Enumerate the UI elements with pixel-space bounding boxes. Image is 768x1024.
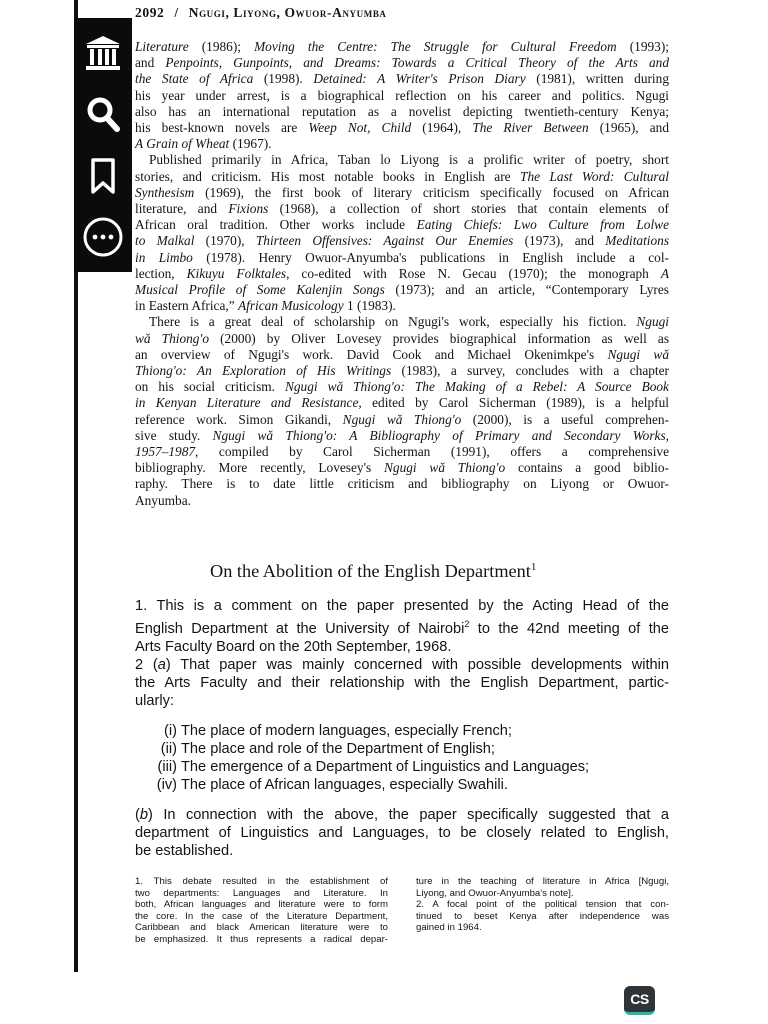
essay-paragraph-2b	[135, 806, 669, 860]
text-line: in Limbo (1978). Henry Owuor-Anyumba's publications in English include a col-	[135, 249, 669, 265]
text-line: A Grain of Wheat (1967).	[135, 136, 272, 152]
text-line: and Penpoints, Gunpoints, and Dreams: Towards a Critical Theory of the Arts and	[135, 55, 670, 71]
bookmark-icon	[83, 156, 123, 196]
library-icon	[83, 33, 123, 73]
camscanner-badge[interactable]	[624, 986, 655, 1015]
library-button[interactable]	[80, 30, 126, 76]
list-item	[135, 758, 669, 776]
text-line: raphy. There is to date little criticism and bibliography on Liyong or Owuor-	[135, 476, 669, 492]
essay-paragraph-2a	[135, 656, 669, 710]
footnote-line: two departments: Languages and Literature. In	[135, 887, 388, 899]
footnotes-right-column	[416, 876, 669, 945]
text-line: the Arts Faculty and their relationship with the English Department, partic-	[135, 675, 669, 691]
list-item	[135, 740, 669, 758]
running-head-separator: /	[174, 5, 179, 20]
list-item-text: The place and role of the Department of English;	[181, 741, 495, 757]
essay-title	[210, 561, 536, 582]
list-item-text: The place of African languages, especially Swahili.	[181, 777, 508, 793]
text-line: Anyumba.	[135, 492, 191, 508]
essay-paragraph-1	[135, 597, 669, 656]
text-line: his best-known novels are Weep Not, Child (1964), The River Between (1965), and	[135, 120, 669, 136]
intro-body-text	[135, 39, 669, 509]
search-button[interactable]	[80, 91, 126, 137]
text-line: 2 (a) That paper was mainly concerned with possible developments within	[135, 657, 670, 673]
text-line: to Malkal (1970), Thirteen Offensives: Against Our Enemies (1973), and Meditations	[135, 233, 670, 249]
text-line: 1. This is a comment on the paper presented by the Acting Head of the	[135, 598, 669, 614]
footnote-line: 1. This debate resulted in the establishment of	[135, 876, 388, 887]
text-line: literature, and Fixions (1968), a collection of short stories that contain elements of	[135, 201, 669, 217]
essay-list	[135, 722, 669, 794]
text-line: department of Linguistics and Languages, to be closely related to English,	[135, 825, 669, 841]
text-line: stories, and criticism. His most notable books in English are The Last Word: Cultural	[135, 168, 669, 184]
text-line: the State of Africa (1998). Detained: A Writer's Prison Diary (1981), written during	[135, 71, 669, 87]
page-number: 2092	[135, 5, 165, 20]
text-line: Literature (1986); Moving the Centre: The Struggle for Cultural Freedom (1993);	[135, 39, 669, 54]
list-item-number: (ii)	[160, 741, 177, 757]
running-head-authors: Ngugi, Liyong, Owuor-Anyumba	[188, 5, 387, 20]
reader-toolbar	[74, 18, 132, 272]
text-line: ularly:	[135, 693, 174, 709]
essay-title-text: On the Abolition of the English Department	[210, 561, 531, 581]
text-line: on his social criticism. Ngugi wă Thiong'o: The Making of a Rebel: A Source Book	[135, 379, 669, 395]
text-line: lection, Kikuyu Folktales, co-edited with Rose N. Gecau (1970); the monograph A	[135, 265, 669, 281]
footnote-line: Caribbean and black American literature were to	[135, 922, 388, 933]
more-icon	[81, 215, 125, 259]
text-line: (b) In connection with the above, the paper specifically suggested that a	[135, 807, 669, 823]
footnote-line: tinued to beset Kenya after independence was	[416, 910, 669, 922]
list-item-number: (iii)	[157, 759, 177, 775]
essay-body	[135, 597, 669, 860]
text-line: Synthesism (1969), the first book of literary criticism specifically focused on African	[135, 184, 669, 200]
text-line: reference work. Simon Gikandi, Ngugi wă Thiong'o (2000), is a useful comprehen-	[135, 411, 669, 427]
text-line: There is a great deal of scholarship on Ngugi's work, especially his fiction. Ngugi	[149, 314, 669, 330]
running-head	[135, 5, 387, 21]
list-item-number: (iv)	[156, 777, 177, 793]
text-line: 1957–1987, compiled by Carol Sicherman (1991), offers a comprehensive	[135, 444, 669, 460]
footnotes-left-column	[135, 876, 388, 945]
text-line: an overview of Ngugi's work. David Cook and Michael Okenimkpe's Ngugi wă	[135, 346, 669, 362]
footnote-line: both, African languages and literature were to form	[135, 899, 388, 910]
list-item-text: The emergence of a Department of Linguistics and Languages;	[181, 759, 590, 775]
search-icon	[83, 94, 123, 134]
footnote-line: ture in the teaching of literature in Africa [Ngugi,	[416, 876, 669, 887]
essay-title-note-ref: 1	[530, 561, 537, 573]
list-item-text: The place of modern languages, especially French;	[181, 723, 512, 739]
footnote-line: be emphasized. It thus represents a radical depar-	[135, 933, 388, 945]
footnote-line: gained in 1964.	[416, 922, 482, 933]
text-line: his year under arrest, is a biographical reflection on his career and politics. Ngugi	[135, 87, 669, 103]
list-item	[135, 776, 669, 794]
text-line: wă Thiong'o (2000) by Oliver Lovesey provides biographical information as well as	[135, 330, 670, 346]
list-item-number: (i)	[164, 723, 177, 739]
text-line: Published primarily in Africa, Taban lo Liyong is a prolific writer of poetry, short	[149, 152, 669, 168]
text-line: in Kenyan Literature and Resistance, edited by Carol Sicherman (1989), is a helpful	[135, 395, 669, 411]
list-item	[135, 722, 669, 740]
more-button[interactable]	[80, 214, 126, 260]
footnotes	[135, 876, 669, 945]
text-line: sive study. Ngugi wă Thiong'o: A Bibliography of Primary and Secondary Works,	[135, 427, 669, 443]
camscanner-badge-label: CS	[630, 991, 649, 1007]
bookmark-button[interactable]	[80, 153, 126, 199]
text-line: Thiong'o: An Exploration of His Writings (1983), a survey, concludes with a chapter	[135, 363, 669, 379]
text-line: Arts Faculty Board on the 20th September, 1968.	[135, 639, 452, 655]
text-line: also has an international reputation as a novelist depicting twentieth-century Kenya;	[135, 103, 669, 119]
footnote-line: 2. A focal point of the political tension that con-	[416, 899, 669, 910]
text-line: Musical Profile of Some Kalenjin Songs (1973); and an article, “Contemporary Lyres	[135, 282, 669, 298]
text-line: bibliography. More recently, Lovesey's Ngugi wă Thiong'o contains a good biblio-	[135, 460, 669, 476]
text-line: African oral tradition. Other works include Eating Chiefs: Lwo Culture from Lolwe	[135, 217, 669, 233]
footnote-line: the core. In the case of the Literature Department,	[135, 910, 388, 922]
text-line: in Eastern Africa,” African Musicology 1 (1983).	[135, 298, 396, 314]
footnote-line: Liyong, and Owuor-Anyumba's note].	[416, 887, 574, 899]
text-line: be established.	[135, 843, 234, 859]
text-line: English Department at the University of Nairobi$^2$ to the 42nd meeting of the	[135, 619, 669, 637]
